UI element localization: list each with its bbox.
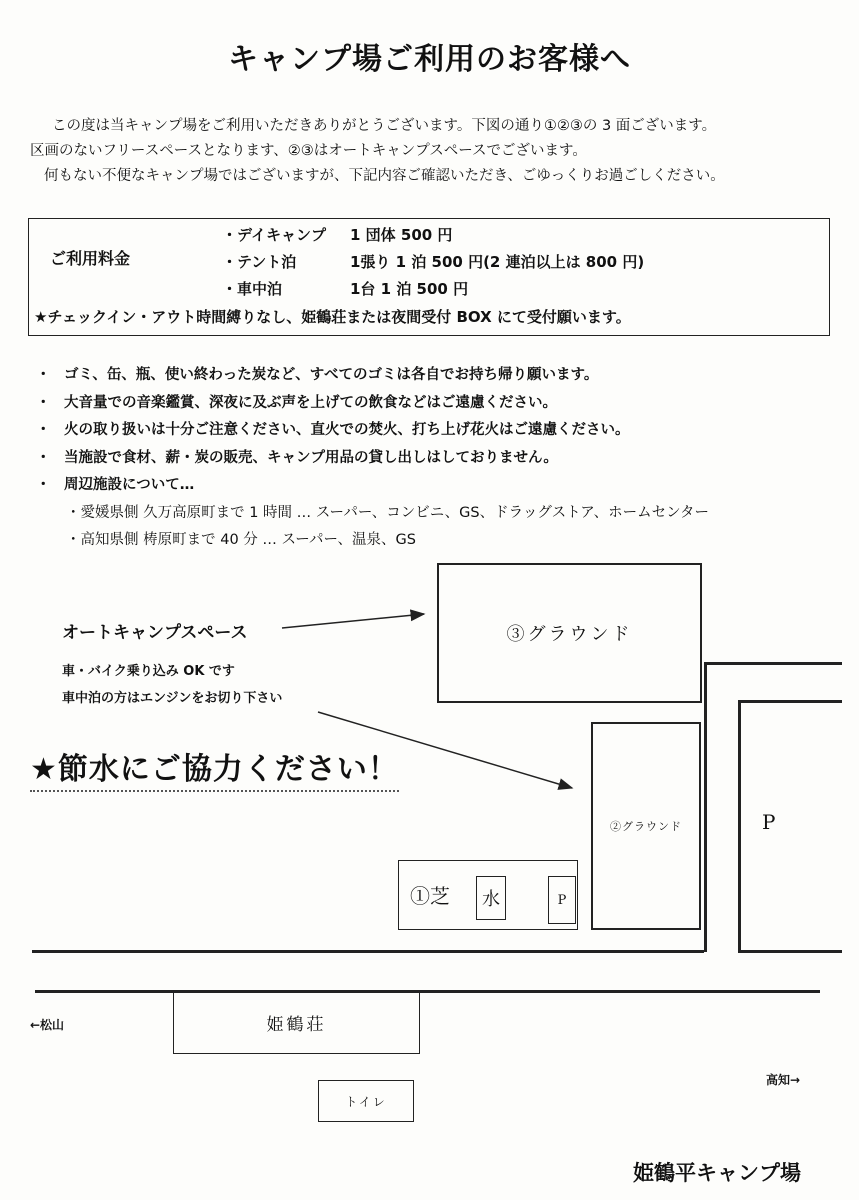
road: [738, 700, 842, 703]
fee-item-price: 1 団体 500 円: [350, 226, 453, 244]
fee-item-name: ・車中泊: [222, 280, 283, 298]
road: [738, 950, 842, 953]
to-kochi: 高知→: [766, 1073, 801, 1087]
intro-line: この度は当キャンプ場をご利用いただきありがとうございます。下図の通り①②③の 3 面ございます。: [52, 118, 717, 134]
rule-item: ・ 火の取り扱いは十分ご注意ください、直火での焚火、打ち上げ花火はご遠慮ください。: [36, 422, 630, 438]
page-title: キャンプ場ご利用のお客様へ: [228, 42, 631, 77]
road: [704, 662, 842, 665]
road: [704, 662, 707, 952]
main-road: [35, 990, 820, 993]
to-matsuyama: ←松山: [30, 1018, 65, 1032]
parking-small: P: [548, 876, 576, 924]
fee-item-price: 1台 1 泊 500 円: [350, 280, 469, 298]
arrow-to-ground2: [318, 712, 572, 788]
arrow-to-ground3: [282, 614, 424, 628]
parking-label-large: P: [762, 810, 776, 834]
himezuru-lodge: 姫鶴荘: [173, 990, 420, 1054]
rule-item: ・ 周辺施設について…: [36, 477, 195, 493]
toilet: トイレ: [318, 1080, 414, 1122]
nearby-item: ・高知県側 梼原町まで 40 分 … スーパー、温泉、GS: [66, 532, 416, 548]
intro-line: 区画のないフリースペースとなります、②③はオートキャンプスペースでございます。: [30, 143, 587, 159]
road: [32, 950, 704, 953]
ground-3-area: ③グラウンド: [437, 563, 702, 703]
rule-item: ・ 当施設で食材、薪・炭の販売、キャンプ用品の貸し出しはしておりません。: [36, 449, 558, 466]
fee-item-price: 1張り 1 泊 500 円(2 連泊以上は 800 円): [350, 253, 645, 271]
rule-item: ・ 大音量での音楽鑑賞、深夜に及ぶ声を上げての飲食などはご遠慮ください。: [36, 394, 557, 411]
rule-item: ・ ゴミ、缶、瓶、使い終わった炭など、すべてのゴミは各自でお持ち帰り願います。: [36, 367, 599, 383]
checkin-note: ★チェックイン・アウト時間縛りなし、姫鶴荘または夜間受付 BOX にて受付願います。: [34, 308, 631, 326]
lawn-label: ①芝: [410, 884, 450, 908]
auto-camp-label: オートキャンプスペース: [62, 623, 248, 643]
nearby-item: ・愛媛県側 久万高原町まで 1 時間 … スーパー、コンビニ、GS、ドラッグストア、ホームセンター: [66, 504, 710, 521]
fee-item-name: ・デイキャンプ: [222, 226, 326, 244]
engine-note: 車中泊の方はエンジンをお切り下さい: [62, 691, 283, 706]
fee-label: ご利用料金: [50, 249, 131, 268]
campsite-name: 姫鶴平キャンプ場: [633, 1161, 801, 1185]
water-tap: 水: [476, 876, 506, 920]
water-saving-slogan: ★節水にご協力ください！: [30, 744, 399, 792]
intro-line: 何もない不便なキャンプ場ではございますが、下記内容ご確認いただき、ごゆっくりお過ごしください。: [44, 168, 725, 184]
ground-2-area: ②グラウンド: [591, 722, 701, 930]
fee-item-name: ・テント泊: [222, 253, 297, 271]
road: [738, 700, 741, 952]
vehicle-note: 車・バイク乗り込み OK です: [62, 664, 235, 679]
